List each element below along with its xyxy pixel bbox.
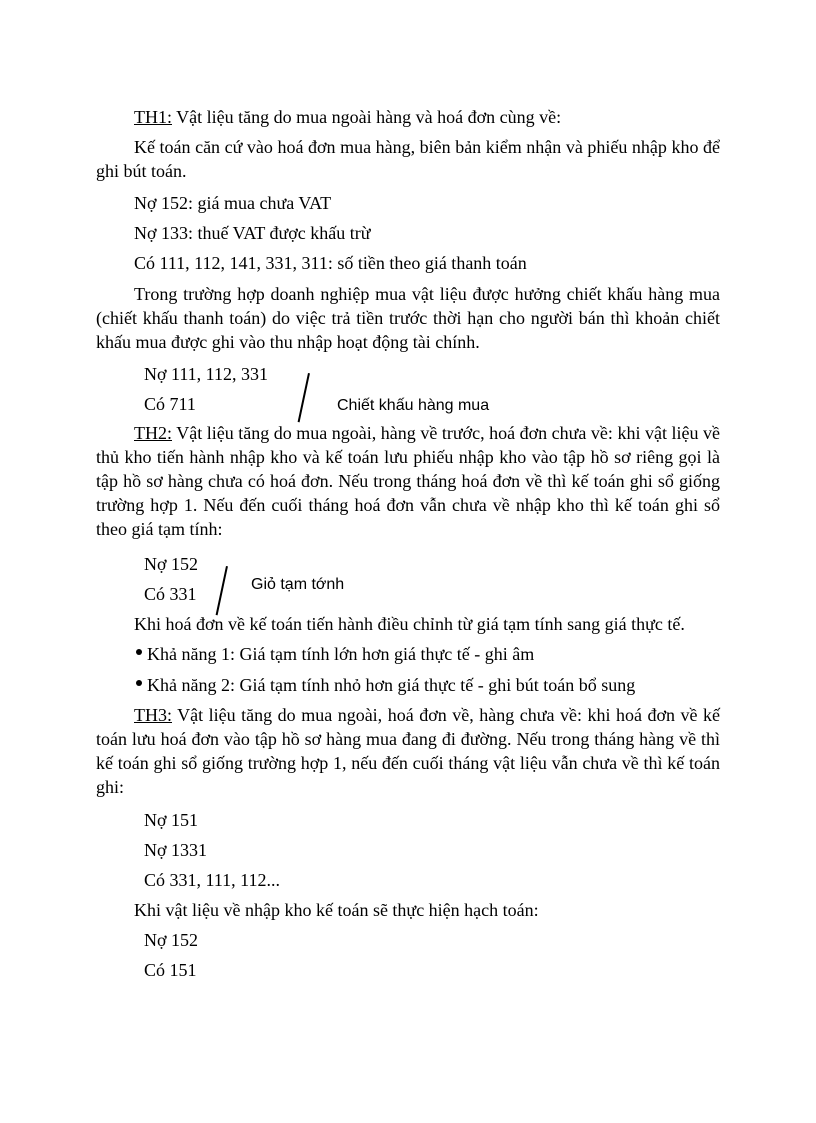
th1-heading bbox=[134, 106, 561, 128]
th2-divider-slash bbox=[216, 566, 228, 615]
th1-paragraph-1: Kế toán căn cứ vào hoá đơn mua hàng, biên bản kiểm nhận và phiếu nhập kho để ghi bút toán. bbox=[96, 137, 720, 181]
th3-arrival: Khi vật liệu về nhập kho kế toán sẽ thực hiện hạch toán: bbox=[134, 900, 539, 920]
th2-bullet-2: Khả năng 2: Giá tạm tính nhỏ hơn giá thực tế - ghi bút toán bổ sung bbox=[147, 675, 636, 695]
th2-debit: Nợ 152 bbox=[144, 554, 199, 574]
th2-title-rest: Vật liệu tăng do mua ngoài, hàng về trước, hoá đơn chưa về: khi vật liệu về thủ kho tiến hành nhập kho và kế toán lưu phiếu nhập kho vào tập hồ sơ riêng gọi là tập hồ sơ hàng chưa có hoá đơn. Nếu trong tháng hoá đơn về thì kế toán ghi sổ giống trường hợp 1. Nếu đến cuối tháng hoá đơn vẫn chưa về nhập kho thì kế toán ghi sổ theo giá tạm tính: bbox=[96, 423, 720, 539]
th2-note: Giỏ tạm tớnh bbox=[251, 576, 345, 593]
th3-paragraph bbox=[96, 703, 720, 799]
th3-entry-3: Có 331, 111, 112... bbox=[144, 870, 281, 890]
th2-adjust: Khi hoá đơn về kế toán tiến hành điều chỉnh từ giá tạm tính sang giá thực tế. bbox=[134, 614, 685, 634]
th1-entry-1: Nợ 152: giá mua chưa VAT bbox=[134, 193, 332, 213]
bullet-dot-2 bbox=[136, 680, 142, 686]
bullet-dot-1 bbox=[136, 649, 142, 655]
th1-divider-slash bbox=[298, 373, 310, 422]
th3-title-rest: Vật liệu tăng do mua ngoài, hoá đơn về, hàng chưa về: khi hoá đơn về kế toán lưu hoá đơn vào tập hồ sơ hàng mua đang đi đường. Nếu trong tháng hàng về thì kế toán ghi sổ giống trường hợp 1, nếu đến cuối tháng vật liệu vẫn chưa về thì kế toán ghi: bbox=[96, 705, 720, 797]
th3-entry-2: Nợ 1331 bbox=[144, 840, 208, 860]
th3-entry-1: Nợ 151 bbox=[144, 810, 199, 830]
th3-entry-4: Nợ 152 bbox=[144, 930, 199, 950]
th1-entry-2: Nợ 133: thuế VAT được khấu trừ bbox=[134, 223, 371, 243]
th2-bullet-1: Khả năng 1: Giá tạm tính lớn hơn giá thực tế - ghi âm bbox=[147, 644, 535, 664]
th1-note: Chiết khấu hàng mua bbox=[337, 397, 490, 414]
th1-title-rest: Vật liệu tăng do mua ngoài hàng và hoá đơn cùng về: bbox=[172, 107, 562, 127]
th1-debit: Nợ 111, 112, 331 bbox=[144, 364, 269, 384]
th1-title: TH1: bbox=[134, 107, 172, 127]
th2-credit: Có 331 bbox=[144, 584, 197, 604]
th2-paragraph bbox=[96, 421, 720, 541]
th1-entry-3: Có 111, 112, 141, 331, 311: số tiền theo giá thanh toán bbox=[134, 253, 527, 273]
th3-entry-5: Có 151 bbox=[144, 960, 197, 980]
th1-credit: Có 711 bbox=[144, 394, 196, 414]
th1-paragraph-2: Trong trường hợp doanh nghiệp mua vật liệu được hưởng chiết khấu hàng mua (chiết khấu thanh toán) do việc trả tiền trước thời hạn cho người bán thì khoản chiết khấu mua được ghi vào thu nhập hoạt động tài chính. bbox=[96, 284, 720, 352]
th3-title: TH3: bbox=[134, 705, 172, 725]
th2-title: TH2: bbox=[134, 423, 172, 443]
